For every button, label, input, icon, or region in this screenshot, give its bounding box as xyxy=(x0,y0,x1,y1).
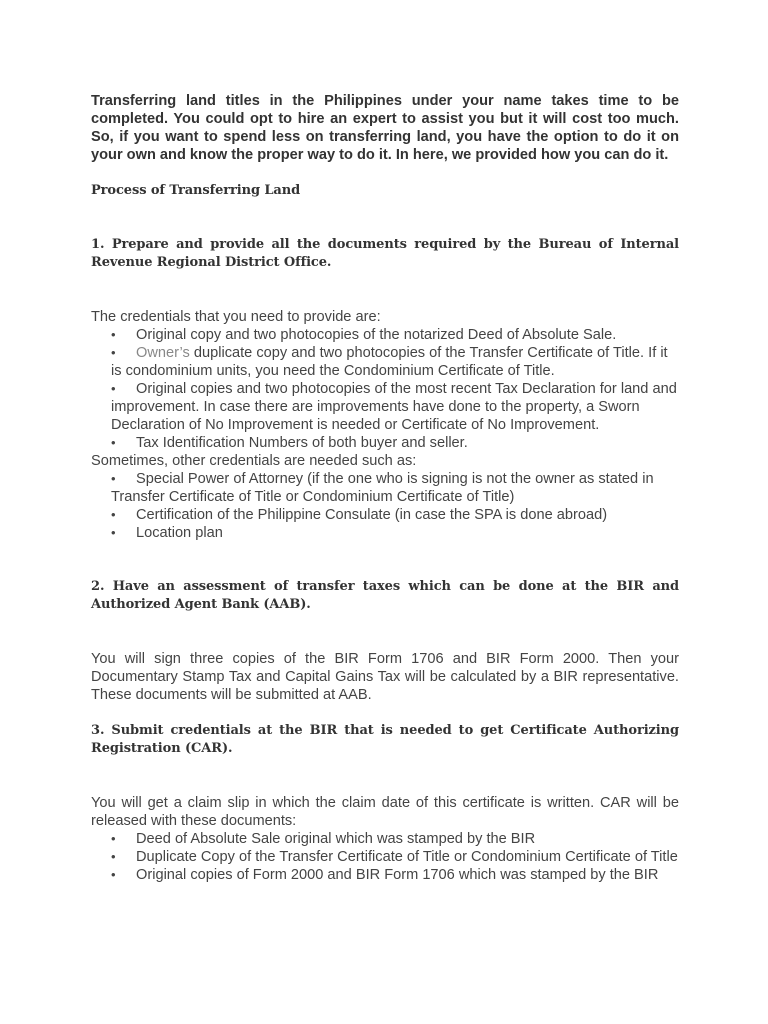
bullet-icon: • xyxy=(111,831,116,846)
step-1-credentials-list xyxy=(91,326,679,452)
step-3-body: You will get a claim slip in which the claim date of this certificate is written. CAR will be released with these documents: xyxy=(91,795,679,829)
step-1-other-lead: Sometimes, other credentials are needed such as: xyxy=(91,453,417,469)
list-item-text: Deed of Absolute Sale original which was stamped by the BIR xyxy=(136,831,536,847)
bullet-icon: • xyxy=(111,525,116,540)
list-item xyxy=(91,830,679,848)
list-item-text: Certification of the Philippine Consulate (in case the SPA is done abroad) xyxy=(136,507,608,523)
section-title: Process of Transferring Land xyxy=(91,183,301,198)
list-item xyxy=(91,326,679,344)
step-3-documents-list xyxy=(91,830,679,884)
list-item xyxy=(91,506,679,524)
bullet-icon: • xyxy=(111,507,116,522)
list-item xyxy=(91,866,679,884)
list-item xyxy=(91,524,679,542)
list-item xyxy=(91,344,679,380)
list-item-text: Special Power of Attorney (if the one who is signing is not the owner as stated in Transfer Certificate of Title or Condominium Certificate of Title) xyxy=(111,471,654,505)
list-item-rest: duplicate copy and two photocopies of the Transfer Certificate of Title. If it is condominium units, you need the Condominium Certificate of Title. xyxy=(111,345,668,379)
step-1-lead: The credentials that you need to provide are: xyxy=(91,309,381,325)
bullet-icon: • xyxy=(111,435,116,450)
list-item xyxy=(91,470,679,506)
step-3-heading: 3. Submit credentials at the BIR that is needed to get Certificate Authorizing Registration (CAR). xyxy=(91,723,679,756)
intro-paragraph: Transferring land titles in the Philippines under your name takes time to be completed. You could opt to hire an expert to assist you but it will cost too much. So, if you want to spend less on transferring land, you have the option to do it on your own and know the proper way to do it. In here, we provided how you can do it. xyxy=(91,93,679,163)
list-item-text xyxy=(111,344,679,380)
bullet-icon: • xyxy=(111,471,116,486)
list-item-text: Original copy and two photocopies of the notarized Deed of Absolute Sale. xyxy=(136,327,617,343)
step-1-other-list xyxy=(91,470,679,542)
bullet-icon: • xyxy=(111,327,116,342)
list-item xyxy=(91,848,679,866)
step-2-body: You will sign three copies of the BIR Form 1706 and BIR Form 2000. Then your Documentary Stamp Tax and Capital Gains Tax will be calculated by a BIR representative. These documents will be submitted at AAB. xyxy=(91,651,679,703)
list-item-text: Location plan xyxy=(136,525,223,541)
bullet-icon: • xyxy=(111,381,116,396)
bullet-icon: • xyxy=(111,849,116,864)
bullet-icon: • xyxy=(111,867,116,882)
step-2-heading: 2. Have an assessment of transfer taxes which can be done at the BIR and Authorized Agent Bank (AAB). xyxy=(91,579,679,612)
list-item xyxy=(91,434,679,452)
bullet-icon: • xyxy=(111,345,116,360)
list-item-text: Original copies and two photocopies of the most recent Tax Declaration for land and improvement. In case there are improvements have done to the property, a Sworn Declaration of No Improvement is needed or Certificate of No Improvement. xyxy=(111,381,677,433)
owner-prefix: Owner’s xyxy=(136,345,190,361)
list-item-text: Original copies of Form 2000 and BIR Form 1706 which was stamped by the BIR xyxy=(136,867,659,883)
list-item-text: Duplicate Copy of the Transfer Certificate of Title or Condominium Certificate of Title xyxy=(136,849,678,865)
document-content xyxy=(91,92,679,884)
step-1-heading: 1. Prepare and provide all the documents required by the Bureau of Internal Revenue Regional District Office. xyxy=(91,237,679,270)
list-item xyxy=(91,380,679,434)
list-item-text: Tax Identification Numbers of both buyer and seller. xyxy=(136,435,468,451)
